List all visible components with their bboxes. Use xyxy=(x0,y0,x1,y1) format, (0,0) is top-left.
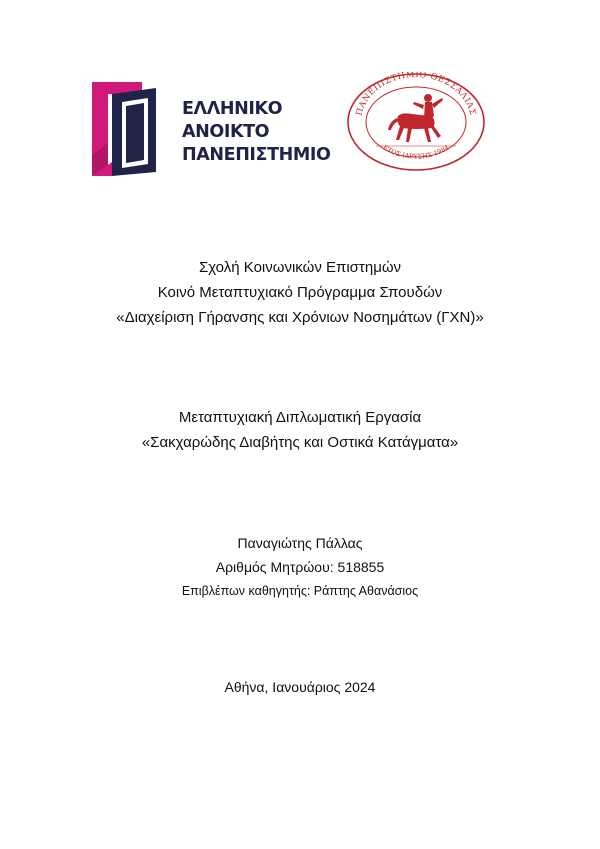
school-info xyxy=(0,255,600,330)
thesis-info xyxy=(0,405,600,455)
school-name: Σχολή Κοινωνικών Επιστημών xyxy=(198,259,402,276)
eap-logo-line: ΠΑΝΕΠΙΣΤΗΜΙΟ xyxy=(182,145,331,165)
eap-logo-text xyxy=(182,98,332,167)
author-name: Παναγιώτης Πάλλας xyxy=(237,535,363,551)
program-name: Κοινό Μεταπτυχιακό Πρόγραμμα Σπουδών xyxy=(157,284,443,301)
registration-number: Αριθμός Μητρώου: 518855 xyxy=(215,559,385,575)
university-of-thessaly-seal xyxy=(346,72,486,172)
place-date-text: Αθήνα, Ιανουάριος 2024 xyxy=(224,679,376,695)
svg-text:ΕΤΟΣ ΙΔΡΥΣΗΣ 1984: ΕΤΟΣ ΙΔΡΥΣΗΣ 1984 xyxy=(381,143,451,161)
centaur-seal-icon xyxy=(346,72,486,172)
eap-logo-line: ΕΛΛΗΝΙΚΟ xyxy=(182,99,283,119)
eap-logo-line: ΑΝΟΙΚΤΟ xyxy=(182,122,270,142)
svg-text:ΠΑΝΕΠΙΣΤΗΜΙΟ ΘΕΣΣΑΛΙΑΣ: ΠΑΝΕΠΙΣΤΗΜΙΟ ΘΕΣΣΑΛΙΑΣ xyxy=(354,72,478,117)
program-title: «Διαχείριση Γήρανσης και Χρόνιων Νοσημάτων (ΓΧΝ)» xyxy=(116,309,484,326)
thesis-title: «Σακχαρώδης Διαβήτης και Οστικά Κατάγματα» xyxy=(141,434,459,451)
author-info xyxy=(0,531,600,603)
eap-emblem-icon xyxy=(92,82,182,176)
supervisor: Επιβλέπων καθηγητής: Ράπτης Αθανάσιος xyxy=(181,584,419,598)
thesis-type: Μεταπτυχιακή Διπλωματική Εργασία xyxy=(178,409,422,426)
place-date xyxy=(0,675,600,699)
